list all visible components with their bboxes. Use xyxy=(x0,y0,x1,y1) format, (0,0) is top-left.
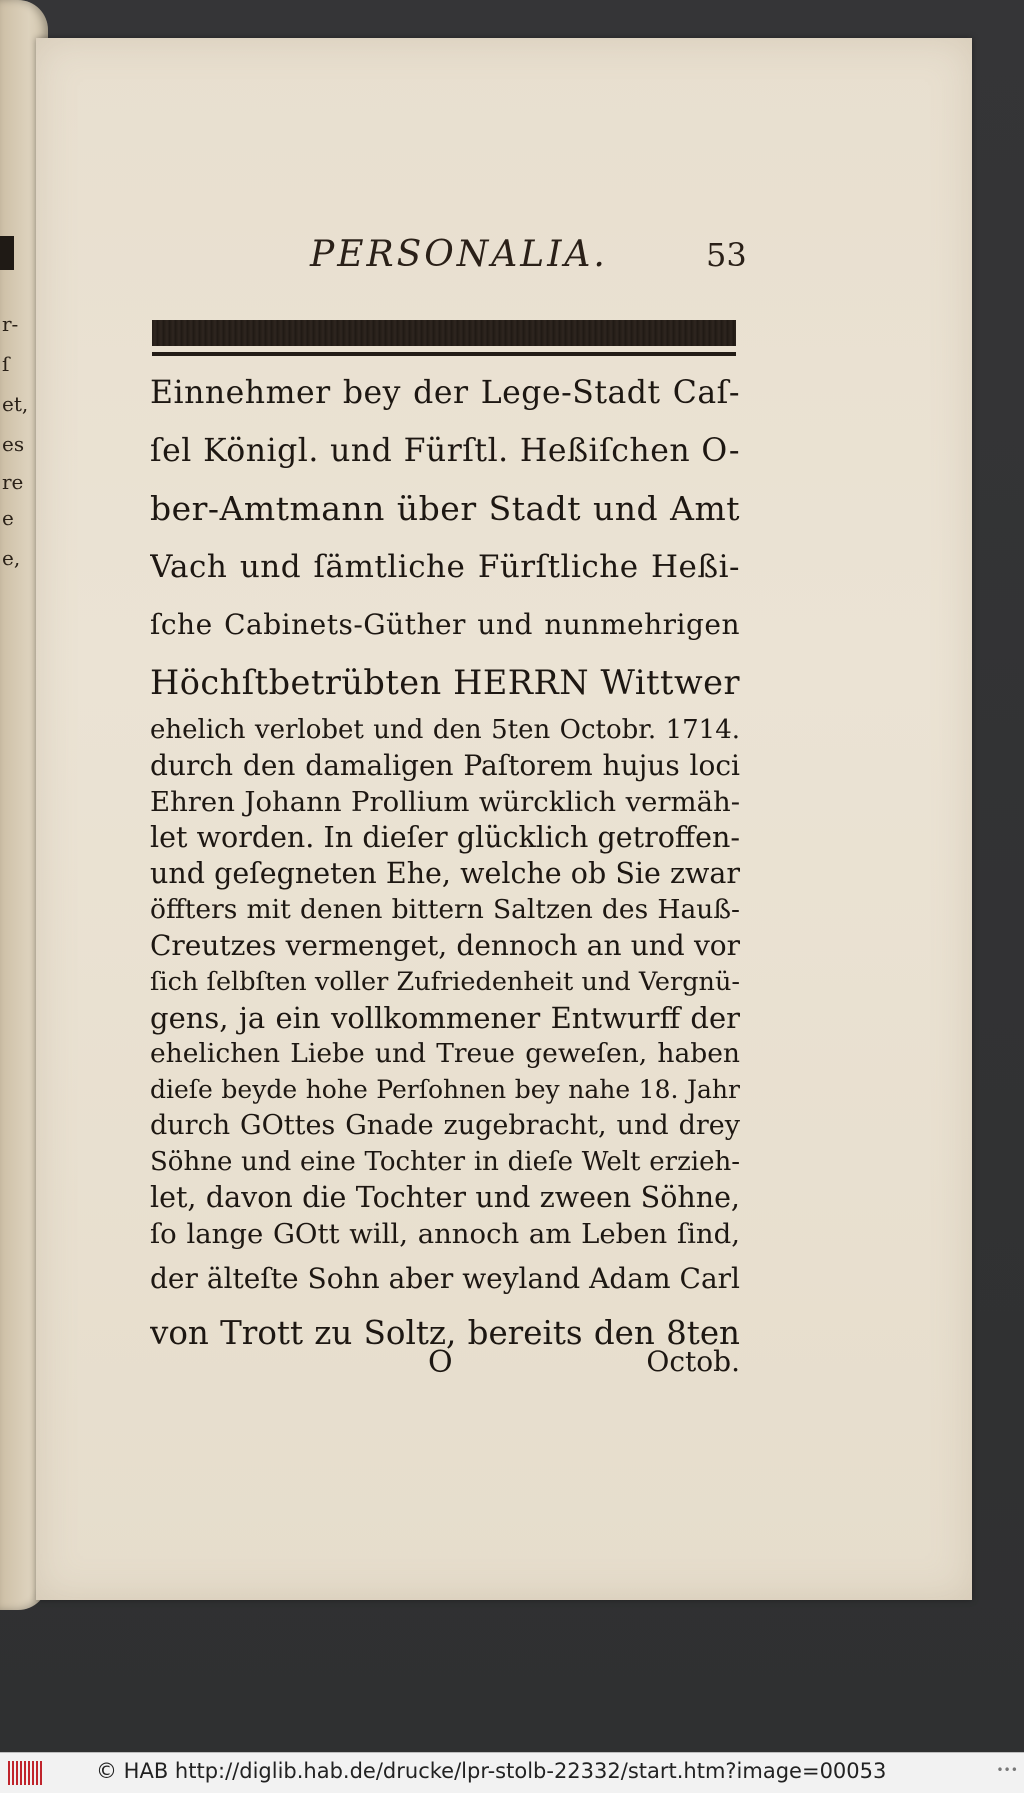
left-page-fragment: e, xyxy=(2,546,21,570)
left-page-fragment: es xyxy=(2,432,25,456)
text-line: ehelich verlobet und den 5ten Octobr. 1714. xyxy=(150,715,740,745)
page-number: 53 xyxy=(706,236,747,274)
more-icon[interactable]: ••• xyxy=(996,1763,1018,1777)
text-line: gens, ja ein vollkommener Entwurff der xyxy=(150,1001,740,1035)
text-line: der älteſte Sohn aber weyland Adam Carl xyxy=(150,1262,740,1295)
source-link[interactable]: © HAB http://diglib.hab.de/drucke/lpr-stolb-22332/start.htm?image=00053 xyxy=(96,1759,887,1783)
text-line: Ehren Johann Prollium würcklich vermäh- xyxy=(150,786,740,818)
text-line: von Trott zu Soltz, bereits den 8ten xyxy=(150,1314,740,1352)
signature-mark: O xyxy=(428,1345,453,1380)
text-line: Einnehmer bey der Lege-Stadt Caſ- xyxy=(150,375,740,411)
text-line: ſich ſelbſten voller Zufriedenheit und Vergnü- xyxy=(150,967,740,997)
ornament-rule xyxy=(152,320,736,346)
catchword: Octob. xyxy=(646,1345,740,1378)
text-line: ſche Cabinets-Güther und nunmehrigen xyxy=(150,608,740,641)
body-text xyxy=(150,364,740,1360)
text-line: ſel Königl. und Fürſtl. Heßiſchen O- xyxy=(150,433,740,469)
text-line: durch den damaligen Paſtorem hujus loci xyxy=(150,749,740,782)
text-line: dieſe beyde hohe Perſohnen bey nahe 18. Jahr xyxy=(150,1075,740,1104)
text-line: ehelichen Liebe und Treue geweſen, haben xyxy=(150,1038,740,1069)
left-page-fragment: ſ xyxy=(2,352,10,376)
text-line: Creutzes vermenget, dennoch an und vor xyxy=(150,929,740,962)
text-line: let, davon die Tochter und zween Söhne, xyxy=(150,1181,740,1214)
thin-rule xyxy=(152,352,736,356)
left-page-fragment: et, xyxy=(2,392,29,416)
page-header xyxy=(270,228,747,288)
text-line: Höchſtbetrübten HERRN Wittwer xyxy=(150,663,740,702)
page-tab-marker xyxy=(0,236,14,270)
text-line: ſo lange GOtt will, annoch am Leben ſind, xyxy=(150,1218,740,1250)
left-page-fragment: re xyxy=(2,470,24,494)
text-line: ber-Amtmann über Stadt und Amt xyxy=(150,489,740,528)
text-line: durch GOttes Gnade zugebracht, und drey xyxy=(150,1110,740,1141)
running-title: PERSONALIA. xyxy=(310,234,608,275)
viewer-footer xyxy=(0,1752,1024,1793)
text-line: öffters mit denen bittern Saltzen des Hauß- xyxy=(150,894,740,925)
hab-logo-icon xyxy=(8,1761,44,1785)
text-line: Vach und ſämtliche Fürſtliche Heßi- xyxy=(150,549,740,585)
left-page-fragment: e xyxy=(2,506,14,530)
text-line: und geſegneten Ehe, welche ob Sie zwar xyxy=(150,857,740,890)
left-page-fragment: r- xyxy=(2,312,19,336)
text-line: let worden. In dieſer glücklich getroffen- xyxy=(150,821,740,854)
page-footer-marks xyxy=(150,1345,740,1381)
text-line: Söhne und eine Tochter in dieſe Welt erzieh- xyxy=(150,1147,740,1177)
